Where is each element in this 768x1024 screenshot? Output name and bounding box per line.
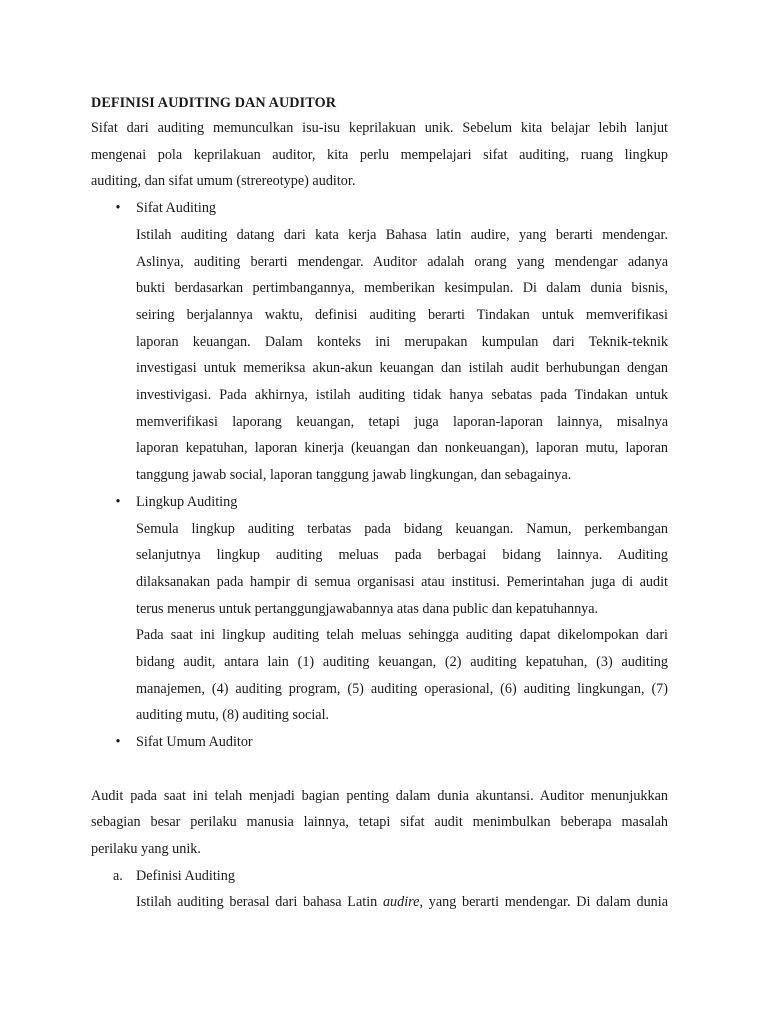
body-line: auditing mutu, (8) auditing social. xyxy=(136,707,330,724)
document-body xyxy=(91,91,668,916)
body-line: Istilah auditing datang dari kata kerja Bahasa latin audire, yang berarti mendengar. xyxy=(136,226,668,243)
bullet-item-lingkup-auditing xyxy=(91,489,668,516)
body-line: Pada saat ini lingkup auditing telah meluas sehingga auditing dapat dikelompokan dari xyxy=(136,627,668,644)
list-marker: a. xyxy=(113,867,123,884)
body-line: seiring berjalannya waktu, definisi auditing berarti Tindakan untuk memverifikasi xyxy=(136,306,668,323)
bullet-item-sifat-umum-auditor xyxy=(91,729,668,756)
document-title: DEFINISI AUDITING DAN AUDITOR xyxy=(91,95,337,111)
body-line: laporan kepatuhan, laporan kinerja (keuangan dan nonkeuangan), laporan mutu, laporan xyxy=(136,440,668,457)
intro-line: auditing, dan sifat umum (strereotype) auditor. xyxy=(91,173,356,190)
bullet-label: Lingkup Auditing xyxy=(136,493,238,510)
body-text: yang berarti mendengar. Di dalam dunia xyxy=(423,894,668,911)
bullet-body-sifat-auditing xyxy=(136,222,668,489)
body-line: selanjutnya lingkup auditing meluas pada berbagai bidang lainnya. Auditing xyxy=(136,547,668,564)
blank-line xyxy=(91,756,668,783)
intro-line: Sifat dari auditing memunculkan isu-isu keprilakuan unik. Sebelum kita belajar lebih lanjut xyxy=(91,120,668,136)
body-line: tanggung jawab social, laporan tanggung jawab lingkungan, dan sebagainya. xyxy=(136,467,572,484)
body-line xyxy=(136,889,668,916)
bullet-label: Sifat Auditing xyxy=(136,200,217,217)
body-line: terus menerus untuk pertanggungjawabannya atas dana public dan kepatuhannya. xyxy=(136,600,599,617)
bullet-body-lingkup-auditing xyxy=(136,516,668,730)
bullet-label: Sifat Umum Auditor xyxy=(136,734,253,751)
paragraph-line: sebagian besar perilaku manusia lainnya, tetapi sifat audit menimbulkan beberapa masalah xyxy=(91,814,668,831)
bullet-item-sifat-auditing xyxy=(91,195,668,222)
subsection-label: Definisi Auditing xyxy=(136,867,235,884)
body-line: memverifikasi laporang keuangan, tetapi juga laporan-laporan lainnya, misalnya xyxy=(136,413,668,430)
bullet-icon: • xyxy=(115,200,121,217)
latin-term: audire, xyxy=(382,894,424,911)
body-line: bidang audit, antara lain (1) auditing keuangan, (2) auditing kepatuhan, (3) auditing xyxy=(136,654,668,671)
body-text: Istilah auditing berasal dari bahasa Latin xyxy=(136,894,383,911)
bullet-icon: • xyxy=(115,734,121,751)
paragraph-line: perilaku yang unik. xyxy=(91,840,201,857)
paragraph-line: Audit pada saat ini telah menjadi bagian penting dalam dunia akuntansi. Auditor menunjukkan xyxy=(91,787,668,804)
body-line: investivigasi. Pada akhirnya, istilah auditing tidak hanya sebatas pada Tindakan untuk xyxy=(136,387,668,404)
body-line: bukti berdasarkan pertimbangannya, memberikan kesimpulan. Di dalam dunia bisnis, xyxy=(136,280,668,297)
body-line: laporan keuangan. Dalam konteks ini merupakan kumpulan dari Teknik-teknik xyxy=(136,333,668,350)
body-line: Semula lingkup auditing terbatas pada bidang keuangan. Namun, perkembangan xyxy=(136,520,668,537)
body-line: investigasi untuk memeriksa akun-akun keuangan dan istilah audit berhubungan dengan xyxy=(136,360,668,377)
body-line: manajemen, (4) auditing program, (5) auditing operasional, (6) auditing lingkungan, (7) xyxy=(136,680,668,697)
intro-line: mengenai pola keprilakuan auditor, kita perlu mempelajari sifat auditing, ruang lingkup xyxy=(91,146,668,163)
body-line: dilaksanakan pada hampir di semua organisasi atau institusi. Pemerintahan juga di audit xyxy=(136,573,668,590)
body-line: Aslinya, auditing berarti mendengar. Auditor adalah orang yang mendengar adanya xyxy=(136,253,668,270)
subsection-body xyxy=(136,889,668,916)
subsection-definisi-auditing xyxy=(91,863,668,890)
bullet-icon: • xyxy=(115,493,121,510)
